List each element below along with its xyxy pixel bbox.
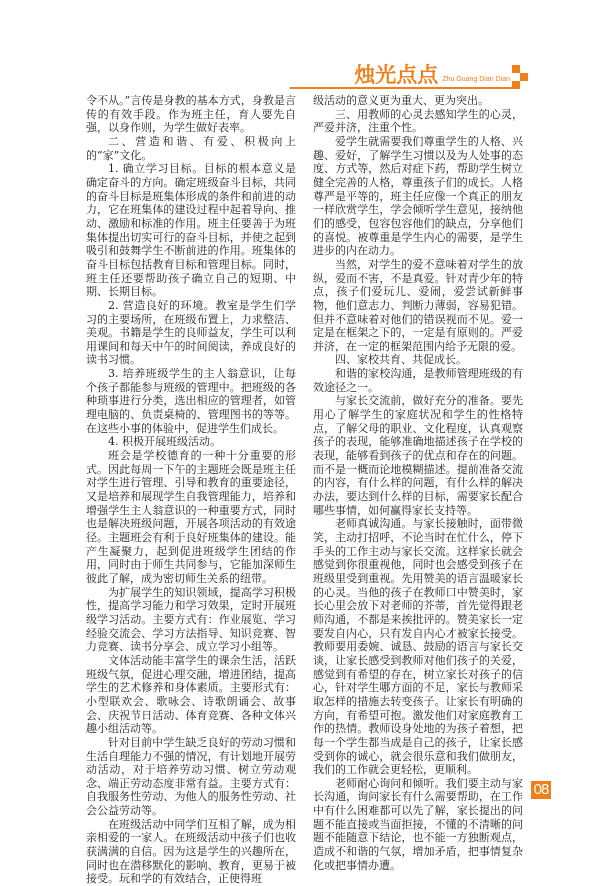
- section-heading: 四、家校共育、共促成长。: [335, 353, 467, 367]
- header-rule: [290, 87, 512, 89]
- section-heading: 三、用教师的心灵去感知学生的心灵，严爱并济，注重个性。: [313, 107, 523, 135]
- page-number: 08: [531, 781, 551, 799]
- header-title-group: [354, 62, 510, 87]
- paragraph: 文体活动能丰富学生的课余生活，活跃班级气氛，促进心理交融，增进团结，提高学生的艺术修养和身体素质。主要形式有：小型联欢会、歌咏会、诗歌朗诵会、故事会、庆祝节日活动、体育竞赛、各种文体兴趣小组活动等。: [86, 653, 296, 736]
- paragraph: 为扩展学生的知识领域，提高学习积极性，提高学习能力和学习效果，定时开展班级学习活动。主要方式有：作业展览、学习经验交流会、学习方法指导、知识竞赛、智力竞赛、读书分享会、成立学习小组等。: [86, 585, 296, 654]
- left-column: [86, 94, 296, 886]
- paragraph: 爱学生就需要我们尊重学生的人格、兴趣、爱好，了解学生习惯以及为人处事的态度、方式等，然后对症下药，帮助学生树立健全完善的人格，尊重孩子们的成长。人格尊严是平等的，班主任应像一个真正的朋友一样欣赏学生，学会倾听学生意见，接纳他们的感受，包容包容他们的缺点，分享他们的喜悦。被尊重是学生内心的需要，是学生进步的内在动力。: [313, 134, 523, 258]
- paragraph: 老师耐心询问和倾听。我们要主动与家长沟通，询问家长有什么需要帮助，在工作中有什么困难都可以先了解，家长提出的问题不能直接或当面拒接，不懂的不清晰的问题不能随意下结论，也不能一方独断观点，造成不和谐的气氛，增加矛盾，把事情复杂化或把事情办遭。: [313, 776, 523, 872]
- paragraph: 当然，对学生的爱不意味着对学生的放纵，爱而不害，不是真爱。针对青少年的特点，孩子们爱玩儿、爱闹，爱尝试新鲜事物，他们意志力、判断力薄弱，容易犯错。但并不意味着对他们的错误视而不见。爱一定是在框架之下的，一定是有原则的。严爱并济，在一定的框架范围内给予无限的爱。: [313, 257, 523, 353]
- paragraph: 在班级活动中同学们互相了解，成为相亲相爱的一家人。在班级活动中孩子们也收获满满的自信。因为这是学生的兴趣所在，同时也在潜移默化的影响、教育，更易于被接受。玩和学的有效结合，正使得班: [86, 817, 296, 886]
- paragraph: 与家长交流前，做好充分的准备。要先用心了解学生的家庭状况和学生的性格特点，了解父母的职业、文化程度，认真观察孩子的表现，能够准确地描述孩子在学校的表现，能够看到孩子的优点和存在的问题。而不是一概而论地模糊描述。提前准备交流的内容，有什么样的问题，有什么样的解决办法，要达到什么样的目标，需要家长配合哪些事情，如何赢得家长支持等。: [313, 394, 523, 517]
- paragraph: 老师真诚沟通。与家长接触时，面带微笑，主动打招呼，不论当时在忙什么，停下手头的工作主动与家长交流。这样家长就会感觉到你很重视他，同时也会感受到孩子在班级里受到重视。先用赞美的语言温暖家长的心灵。当他的孩子在教师口中赞美时，家长心里会放下对老师的芥蒂，首先觉得跟老师沟通，不都是来挨批评的。赞美家长一定要发自内心，只有发自内心才被家长接受。教师要用委婉、诚恳、鼓励的语言与家长交谈，让家长感受到教师对他们孩子的关爱，感觉到有希望的存在，树立家长对孩子的信心，针对学生哪方面的不足，家长与教师采取怎样的措施去转变孩子。让家长有明确的方向，有希望可抱。激发他们对家庭教育工作的热情。教师设身处地的为孩子着想，把每一个学生都当成是自己的孩子，让家长感受到你的诚心，就会很乐意和我们做朋友，我们的工作就会更轻松，更顺利。: [313, 517, 523, 777]
- section-heading: 二、营造和谐、有爱、积极向上的“家”文化。: [86, 134, 296, 162]
- paragraph: 和谐的家校沟通，是教师管理班级的有效途径之一。: [313, 367, 523, 394]
- paragraph: 3. 培养班级学生的主人翁意识，让每个孩子都能参与班级的管理中。把班级的各种琐事进行分类，选出相应的管理者，如管理电脑的、负责桌椅的、管理图书的等等。在这些小事的体验中，促进学生们成长。: [86, 367, 296, 435]
- paragraph: 级活动的意义更为重大、更为突出。: [313, 94, 489, 107]
- paragraph: 1. 确立学习目标。目标的根本意义是确定奋斗的方向。确定班级奋斗目标，共同的奋斗目标是班集体形成的条件和前进的动力，它在班集体的建设过程中起着导向、推动、激励和标准的作用。班主任要善于为班集体提出切实可行的奋斗目标，并使之起到吸引和鼓舞学生不断前进的作用。班集体的奋斗目标包括教育目标和管理目标。同时，班主任还要帮助孩子确立自己的短期、中期、长期目标。: [86, 162, 296, 299]
- subheading: 4. 积极开展班级活动。: [108, 435, 221, 449]
- right-column: [313, 94, 523, 872]
- section-title: 烛光点点: [354, 63, 439, 87]
- paragraph: 2. 营造良好的环境。教室是学生们学习的主要场所，在班级布置上，力求整洁、美观。书籍是学生的良师益友，学生可以利用课间和每天中午的时间阅读，养成良好的读书习惯。: [86, 298, 296, 367]
- paragraph: 班会是学校德育的一种十分重要的形式。因此每周一下午的主题班会既是班主任对学生进行管理、引导和教育的重要途径，又是培养和展现学生自我管理能力，培养和增强学生主人翁意识的一种重要方式，同时也是解决班级问题，开展各项活动的有效途径。主题班会有利于良好班集体的建设。能产生凝聚力，起到促进班级学生团结的作用，同时由于师生共同参与，它能加深师生彼此了解，成为密切师生关系的纽带。: [86, 449, 296, 585]
- section-subtitle: Zhu Guang Dian Dian: [442, 76, 510, 83]
- paragraph: 令不从。”言传是身教的基本方式，身教是言传的有效手段。作为班主任，育人要先自强，以身作则，为学生做好表率。: [86, 94, 296, 135]
- paragraph: 针对目前中学生缺乏良好的劳动习惯和生活自理能力不强的情况，有计划地开展劳动活动，对于培养劳动习惯、树立劳动观念、端正劳动态度非常有益。主要方式有：自我服务性劳动、为他人的服务性劳动、社会公益劳动等。: [86, 735, 296, 818]
